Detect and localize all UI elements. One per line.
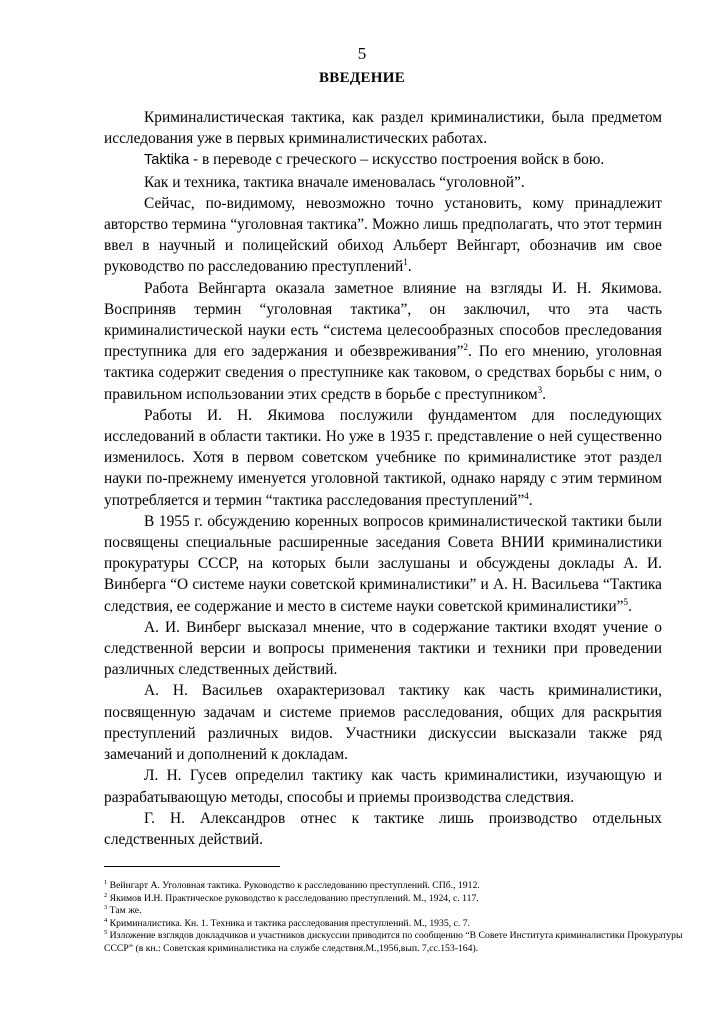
- footnotes: [104, 880, 694, 956]
- paragraph-text-tail: . По его мнению, уголовная тактика содержит сведения о преступнике как таковом, о средствах борьбы с ним, о правильном использовании этих средств в борьбе с преступником: [104, 343, 662, 403]
- footnote-text: Криминалистика. Кн. 1. Техника и тактика расследования преступлений. М., 1935, с. 7.: [107, 917, 470, 929]
- footnote-text: Там же.: [107, 905, 142, 917]
- footnote-number: 1: [104, 878, 108, 886]
- paragraph: [104, 107, 662, 149]
- paragraph-text: Л. Н. Гусев определил тактику как часть криминалистики, изучающую и разрабатывающую методы, способы и приемы производства следствия.: [104, 767, 662, 806]
- footnote-ref[interactable]: 1: [403, 257, 408, 268]
- paragraph: [104, 617, 662, 681]
- paragraph-text: Работы И. Н. Якимова послужили фундаментом для последующих исследований в области тактики. Но уже в 1935 г. представление о ней существенно изменилось. Хотя в первом советском учебнике по криминалистике этот раздел науки по-прежнему именуется уголовной тактикой, однако наряду с этим термином употребляется и термин “тактика расследования преступлений”: [104, 406, 662, 509]
- paragraph-text-tail: .: [528, 491, 533, 509]
- footnote: [104, 918, 694, 931]
- footnote-number: 4: [104, 916, 108, 924]
- paragraph-text: в переводе с греческого – искусство построения войск в бою.: [202, 151, 605, 169]
- paragraph: [104, 278, 662, 405]
- footnote-divider: [104, 866, 280, 867]
- footnote-number: 5: [104, 929, 108, 937]
- paragraph: [104, 511, 662, 617]
- paragraph: [104, 405, 662, 511]
- paragraph-text-tail: .: [627, 597, 632, 615]
- footnote: [104, 880, 694, 893]
- paragraph-text: В 1955 г. обсуждению коренных вопросов криминалистической тактики были посвящены специальные расширенные заседания Совета ВНИИ криминалистики прокуратуры СССР, на которых были заслушаны и обсуждены доклады А. И. Винберга “О системе науки советской криминалистики” и А. Н. Васильева “Тактика следствия, ее содержание и место в системе науки советской криминалистики”: [104, 512, 662, 615]
- body-text: [104, 107, 662, 850]
- paragraph-text: Сейчас, по-видимому, невозможно точно установить, кому принадлежит авторство термина “уголовная тактика”. Можно лишь предполагать, что этот термин ввел в научный и полицейский обиход Альберт Вейнгарт, обозначив им свое руководство по расследованию преступлений: [104, 194, 662, 276]
- greek-term: Taktika -: [144, 152, 203, 169]
- paragraph-text: А. И. Винберг высказал мнение, что в содержание тактики входят учение о следственной версии и вопросы применения тактики и техники при проведении различных следственных действий.: [104, 618, 662, 679]
- footnote-number: 2: [104, 891, 108, 899]
- paragraph: [104, 149, 662, 171]
- paragraph-text-tail: .: [407, 258, 412, 276]
- paragraph-text: А. Н. Васильев охарактеризовал тактику как часть криминалистики, посвященную задачам и системе приемов расследования, общих для раскрытия преступлений различных видов. Участники дискуссии высказали также ряд замечаний и дополнений к докладам.: [104, 682, 662, 764]
- paragraph-text-tail: .: [542, 385, 547, 403]
- paragraph: [104, 193, 662, 278]
- section-heading: ВВЕДЕНИЕ: [318, 70, 406, 86]
- paragraph: [104, 680, 662, 765]
- footnote-ref[interactable]: 5: [623, 596, 628, 607]
- footnote-text: Якимов И.Н. Практическое руководство к расследованию преступлений. М., 1924, с. 117.: [107, 892, 479, 904]
- footnote: [104, 893, 694, 906]
- paragraph: [104, 172, 662, 193]
- footnote-text: Вейнгарт А. Уголовная тактика. Руководство к расследованию преступлений. СПб., 1912.: [107, 880, 480, 891]
- footnote-number: 3: [104, 903, 108, 911]
- paragraph-text: Криминалистическая тактика, как раздел криминалистики, была предметом исследования уже в первых криминалистических работах.: [104, 109, 662, 148]
- footnote: [104, 905, 694, 918]
- footnote-ref[interactable]: 2: [463, 342, 468, 353]
- paragraph-text: Г. Н. Александров отнес к тактике лишь производство отдельных следственных действий.: [104, 809, 662, 848]
- footnote-ref[interactable]: 3: [537, 384, 543, 395]
- paragraph: [104, 808, 662, 850]
- paragraph-text: Работа Вейнгарта оказала заметное влияние на взгляды И. Н. Якимова. Восприняв термин “уголовная тактика”, он заключил, что эта часть криминалистической науки есть “система целесообразных способов преследования преступника для его задержания и обезвреживания”: [104, 279, 662, 361]
- page-number: 5: [357, 44, 367, 63]
- footnote-text: Изложение взглядов докладчиков и участников дискуссии приводится по сообщению “В Совете Института криминалистики Прокуратуры СССР” (в кн.: Советская криминалистика на службе следствия.М.,1956,вып. 7,сс.153-164).: [104, 930, 683, 954]
- footnote: [104, 930, 694, 955]
- paragraph: [104, 765, 662, 807]
- footnote-ref[interactable]: 4: [524, 490, 529, 501]
- paragraph-text: Как и техника, тактика вначале именовалась “уголовной”.: [144, 173, 525, 191]
